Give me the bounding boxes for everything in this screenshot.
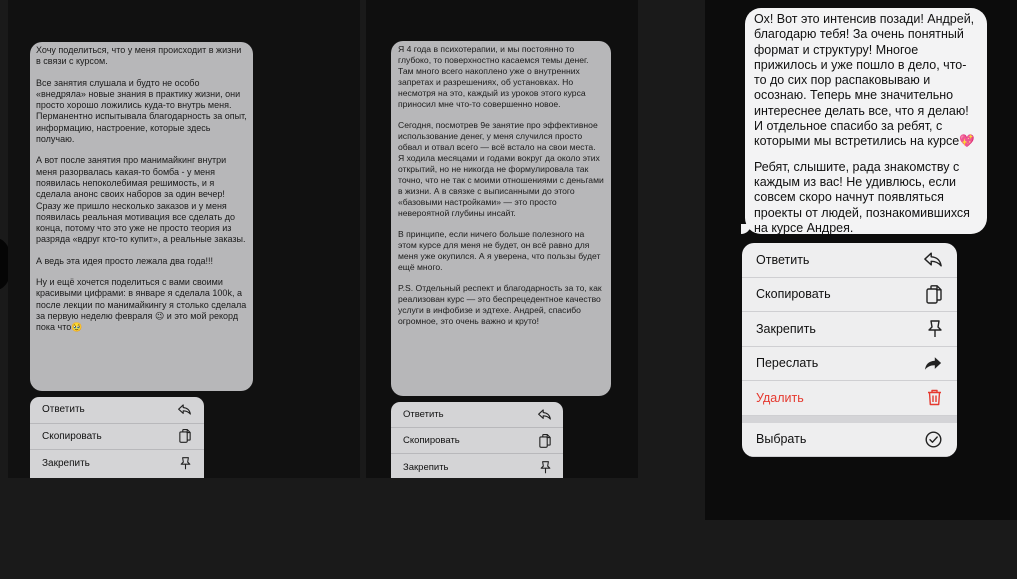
message-bubble <box>391 41 611 396</box>
message-paragraph: P.S. Отдельный респект и благодарность за то, как реализован курс — это беспрецедентное качество услуги в инфобизе и эдтехе. Андрей, спасибо огромное, это очень важно и круто! <box>398 283 602 326</box>
message-bubble <box>745 8 987 234</box>
menu-item-reply[interactable] <box>742 243 957 278</box>
menu-item-label: Ответить <box>403 409 444 420</box>
menu-item-reply[interactable] <box>30 397 204 424</box>
message-paragraph: Хочу поделиться, что у меня происходит в жизни в связи с курсом. <box>36 45 242 67</box>
message-paragraph: А ведь эта идея просто лежала два года!!! <box>36 255 213 266</box>
check-circle-icon <box>925 431 942 448</box>
message-bubble <box>30 42 253 391</box>
menu-item-label: Переслать <box>756 356 819 371</box>
message-paragraph: Сегодня, посмотрев 9е занятие про эффективное использование денег, у меня случился просто обвал и отвал всего — всё встало на свои места. Я ходила месяцами и годами вокруг да около этих открытий, но не никогда не формулировала так точно, что не так с моими отношениями с деньгами в жизни. А в связке с выписанными до этого «базовыми настройками» — это просто невероятной глубины инсайт. <box>398 120 604 218</box>
menu-item-copy[interactable] <box>30 424 204 451</box>
menu-item-pin[interactable] <box>30 450 204 477</box>
menu-item-pin[interactable] <box>391 454 563 478</box>
menu-item-label: Скопировать <box>756 287 831 302</box>
message-paragraph: Ну и ещё хочется поделиться с вами своими красивыми цифрами: в январе я сделала 100k, а после лекции по манимайкингу я столько сделала за первую неделю февраля 😉 и это мой рекорд пока что🥹 <box>36 277 247 333</box>
screenshot-1 <box>8 0 360 478</box>
forward-icon <box>924 356 942 371</box>
menu-item-select[interactable] <box>742 423 957 458</box>
menu-item-copy[interactable] <box>391 428 563 454</box>
pin-icon <box>180 457 191 470</box>
menu-item-label: Выбрать <box>756 432 807 447</box>
menu-item-label: Ответить <box>42 404 85 416</box>
copy-icon <box>539 434 551 448</box>
menu-item-label: Закрепить <box>403 461 449 473</box>
reply-icon <box>924 252 942 267</box>
menu-item-label: Закрепить <box>756 321 816 336</box>
message-paragraph: В принципе, если ничего больше полезного на этом курсе для меня не будет, он всё равно для меня уже окупился. А я уверена, что пользы будет ещё много. <box>398 229 601 272</box>
menu-item-label: Удалить <box>756 390 804 405</box>
pin-icon <box>928 320 942 338</box>
menu-item-copy[interactable] <box>742 278 957 313</box>
reply-icon <box>538 409 551 420</box>
message-paragraph: Ребят, слышите, рада знакомству с каждым из вас! Не удивлюсь, если совсем скоро начнут появляться проекты от людей, познакомившихся на курсе Андрея. <box>754 159 970 235</box>
menu-item-label: Скопировать <box>42 430 102 442</box>
reply-icon <box>178 404 191 415</box>
pin-icon <box>540 461 551 474</box>
menu-item-label: Закрепить <box>42 457 90 469</box>
menu-item-label: Ответить <box>756 252 810 267</box>
menu-item-label: Скопировать <box>403 435 460 446</box>
menu-item-reply[interactable] <box>391 402 563 428</box>
context-menu <box>742 243 957 457</box>
menu-item-pin[interactable] <box>742 312 957 347</box>
message-paragraph: Я 4 года в психотерапии, и мы постоянно то глубоко, то поверхностно касаемся темы денег. Там много всего накоплено уже о внутренних запретах и разрешениях, об установках. Но несмотря на это, каждый из уроков этого курса приносил мне что-то совершенно новое. <box>398 44 589 109</box>
message-paragraph: Все занятия слушала и будто не особо «внедряла» новые знания в практику жизни, они просто хорошо ложились куда-то внутрь меня. Перманентно испытывала благодарность за опыт, информацию, настроение, которые здесь получаю. <box>36 77 247 145</box>
copy-icon <box>926 285 942 304</box>
menu-separator <box>742 416 957 423</box>
copy-icon <box>179 429 191 443</box>
bubble-tail <box>741 224 751 234</box>
menu-item-forward[interactable] <box>742 347 957 382</box>
context-menu <box>30 397 204 478</box>
message-paragraph: Ох! Вот это интенсив позади! Андрей, благодарю тебя! За очень понятный формат и структуру! Многое прижилось и уже пошло в дело, что-то до сих пор распаковываю и осознаю. Теперь мне значительно интереснее делать все, что я делаю! И отдельное спасибо за ребят, с которыми мы встретились на курсе💖 <box>754 12 975 149</box>
message-paragraph: А вот после занятия про манимайкинг внутри меня разорвалась какая-то бомба - у меня появилась непоколебимая решимость, и я сделала анонс своих наборов за один вечер! Сразу же пришло несколько заказов и у меня появилась реальная мотивация все сделать до конца, потому что это уже не просто теория из разряда «вдруг кто-то купит», а реальные заказы. <box>36 155 246 245</box>
screenshot-2 <box>366 0 638 478</box>
screenshot-3 <box>705 0 1017 520</box>
trash-icon <box>927 389 942 406</box>
menu-item-delete[interactable] <box>742 381 957 416</box>
context-menu <box>391 402 563 478</box>
